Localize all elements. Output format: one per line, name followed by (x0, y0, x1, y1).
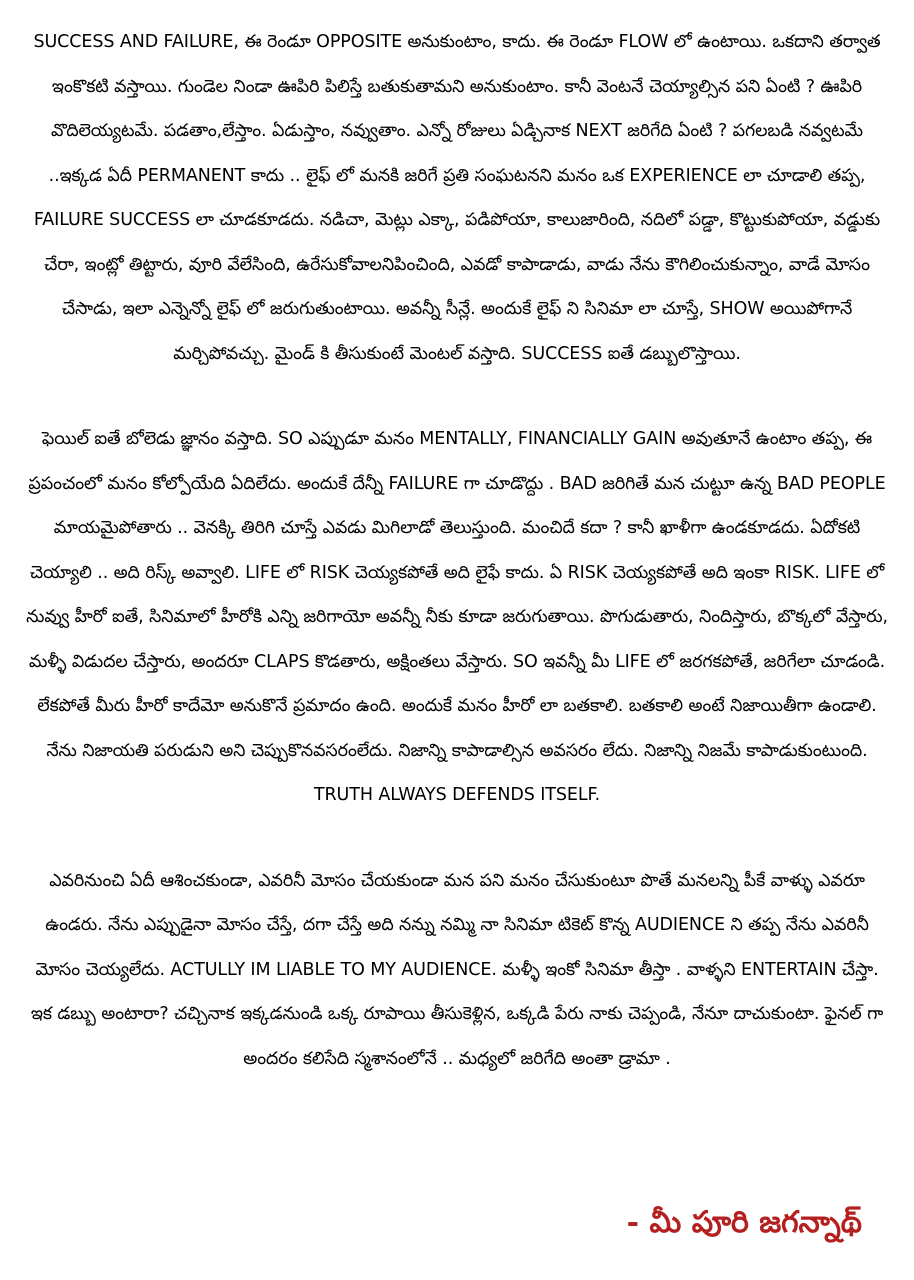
author-signature: - మీ పూరి జగన్నాథ్ (626, 1205, 862, 1240)
paragraph-success-and-failure: SUCCESS AND FAILURE, ఈ రెండూ OPPOSITE అనుకుంటాం, కాదు. ఈ రెండూ FLOW లో ఉంటాయి. ఒకదాని తర్వాత ఇంకొకటి వస్తాయి. గుండెల నిండా ఊపిరి పిలిస్తే బతుకుతామని అనుకుంటాం. కానీ వెంటనే చెయ్యాల్సిన పని ఏంటి ? ఊపిరి వొదిలెయ్యటమే. పడతాం,లేస్తాం. ఏడుస్తాం, నవ్వుతాం. ఎన్నో రోజులు ఏడ్చినాక NEXT జరిగేది ఏంటి ? పగలబడి నవ్వటమే ..ఇక్కడ ఏదీ PERMANENT కాదు .. లైఫ్ లో మనకి జరిగే ప్రతి సంఘటనని మనం ఒక EXPERIENCE లా చూడాలి తప్ప, FAILURE SUCCESS లా చూడకూడదు. నడిచా, మెట్లు ఎక్కా, పడిపోయా, కాలుజారింది, నదిలో పడ్డా, కొట్టుకుపోయా, వడ్డుకు చేరా, ఇంట్లో తిట్టారు, వూరి వేలేసింది, ఉరేసుకోవాలనిపించింది, ఎవడో కాపాడాడు, వాడు నేను కౌగిలించుకున్నాం, వాడే మోసం చేసాడు, ఇలా ఎన్నెన్నో లైఫ్ లో జరుగుతుంటాయి. అవన్నీ సీన్లే. అందుకే లైఫ్ ని సినిమా లా చూస్తే, SHOW అయిపోగానే మర్చిపోవచ్చు. మైండ్ కి తీసుకుంటే మెంటల్ వస్తాది. SUCCESS ఐతే డబ్బులొస్తాయి. (33, 32, 881, 364)
paragraph-fail-knowledge: ఫెయిల్ ఐతే బోలెడు జ్ఞానం వస్తాది. SO ఎప్పుడూ మనం MENTALLY, FINANCIALLY GAIN అవుతూనే ఉంటాం తప్ప, ఈ ప్రపంచంలో మనం కోల్పోయేది ఏదిలేదు. అందుకే దేన్నీ FAILURE గా చూడొద్దు . BAD జరిగితే మన చుట్టూ ఉన్న BAD PEOPLE మాయమైపోతారు .. వెనక్కి తిరిగి చూస్తే ఎవడు మిగిలాడో తెలుస్తుంది. మంచిదే కదా ? కానీ ఖాళీగా ఉండకూడదు. ఏదోకటి చెయ్యాలి .. అది రిస్క్ అవ్వాలి. LIFE లో RISK చెయ్యకపోతే అది లైఫే కాదు. ఏ RISK చెయ్యకపోతే అది ఇంకా RISK. LIFE లో నువ్వు హీరో ఐతే, సినిమాలో హీరోకి ఎన్ని జరిగాయో అవన్నీ నీకు కూడా జరుగుతాయి. పొగుడుతారు, నిందిస్తారు, బొక్కలో వేస్తారు, మళ్ళీ విడుదల చేస్తారు, అందరూ CLAPS కొడతారు, అక్షింతలు వేస్తారు. SO ఇవన్నీ మీ LIFE లో జరగకపోతే, జరిగేలా చూడండి. లేకపోతే మీరు హీరో కాదేమో అనుకొనే ప్రమాదం ఉంది. అందుకే మనం హీరో లా బతకాలి. బతకాలి అంటే నిజాయితీగా ఉండాలి. నేను నిజాయతి పరుడుని అని చెప్పుకొనవసరంలేదు. నిజాన్ని కాపాడాల్సిన అవసరం లేదు. నిజాన్ని నిజమే కాపాడుకుంటుంది. TRUTH ALWAYS DEFENDS ITSELF. (26, 429, 888, 805)
paragraph-audience: ఎవరినుంచి ఏదీ ఆశించకుండా, ఎవరినీ మోసం చేయకుండా మన పని మనం చేసుకుంటూ పొతే మనలన్ని పీకే వాళ్ళు ఎవరూ ఉండరు. నేను ఎప్పుడైనా మోసం చేస్తే, దగా చేస్తే అది నన్ను నమ్మి నా సినిమా టికెట్ కొన్న AUDIENCE ని తప్ప నేను ఎవరినీ మోసం చెయ్యలేదు. ACTULLY IM LIABLE TO MY AUDIENCE. మళ్ళీ ఇంకో సినిమా తీస్తా . వాళ్ళని ENTERTAIN చేస్తా. ఇక డబ్బు అంటారా? చచ్చినాక ఇక్కడనుండి ఒక్క రూపాయి తీసుకెళ్లిన, ఒక్కడి పేరు నాకు చెప్పండి, నేనూ దాచుకుంటా. ఫైనల్ గా అందరం కలిసేది స్మశానంలోనే .. మధ్యలో జరిగేది అంతా డ్రామా . (30, 870, 884, 1069)
